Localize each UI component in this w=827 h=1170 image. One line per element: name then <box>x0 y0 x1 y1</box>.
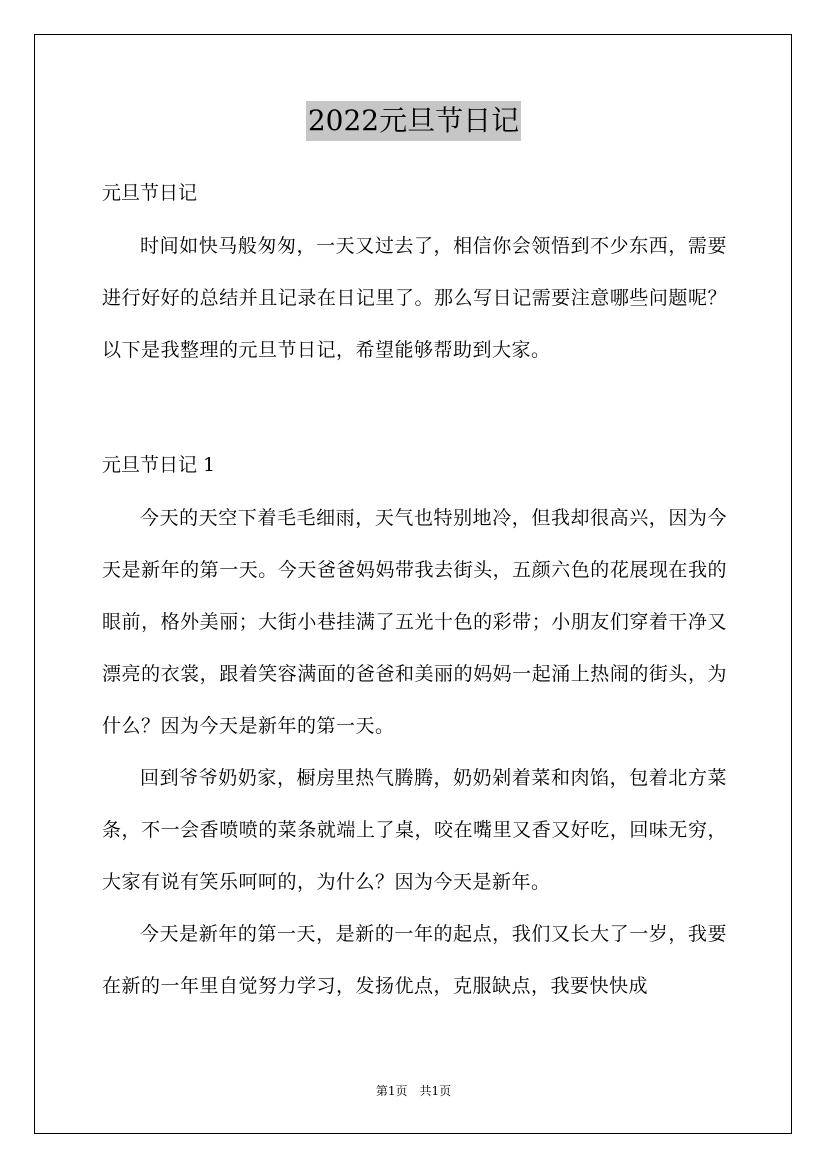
diary-paragraph: 回到爷爷奶奶家，橱房里热气腾腾，奶奶剁着菜和肉馅，包着北方菜条，不一会香喷喷的菜条就端上了桌，咬在嘴里又香又好吃，回味无穷，大家有说有笑乐呵呵的，为什么？因为今天是新年。 <box>102 767 727 893</box>
intro-section <box>102 220 727 376</box>
diary-paragraph: 今天的天空下着毛毛细雨，天气也特别地冷，但我却很高兴，因为今天是新年的第一天。今天爸爸妈妈带我去街头，五颜六色的花展现在我的眼前，格外美丽；大街小巷挂满了五光十色的彩带；小朋友们穿着干净又漂亮的衣裳，跟着笑容满面的爸爸和美丽的妈妈一起涌上热闹的街头，为什么？因为今天是新年的第一天。 <box>102 507 727 737</box>
document-title: 2022元旦节日记 <box>306 101 521 141</box>
title-container <box>0 101 827 141</box>
section-heading: 元旦节日记 1 <box>102 454 216 476</box>
intro-heading: 元旦节日记 <box>102 182 198 204</box>
diary-paragraph: 今天是新年的第一天，是新的一年的起点，我们又长大了一岁，我要在新的一年里自觉努力学习，发扬优点，克服缺点，我要快快成 <box>102 923 727 997</box>
diary-section <box>102 492 727 1012</box>
intro-paragraph: 时间如快马般匆匆，一天又过去了，相信你会领悟到不少东西，需要进行好好的总结并且记录在日记里了。那么写日记需要注意哪些问题呢？以下是我整理的元旦节日记，希望能够帮助到大家。 <box>102 235 727 361</box>
page-footer: 第1页 共1页 <box>375 1084 452 1098</box>
